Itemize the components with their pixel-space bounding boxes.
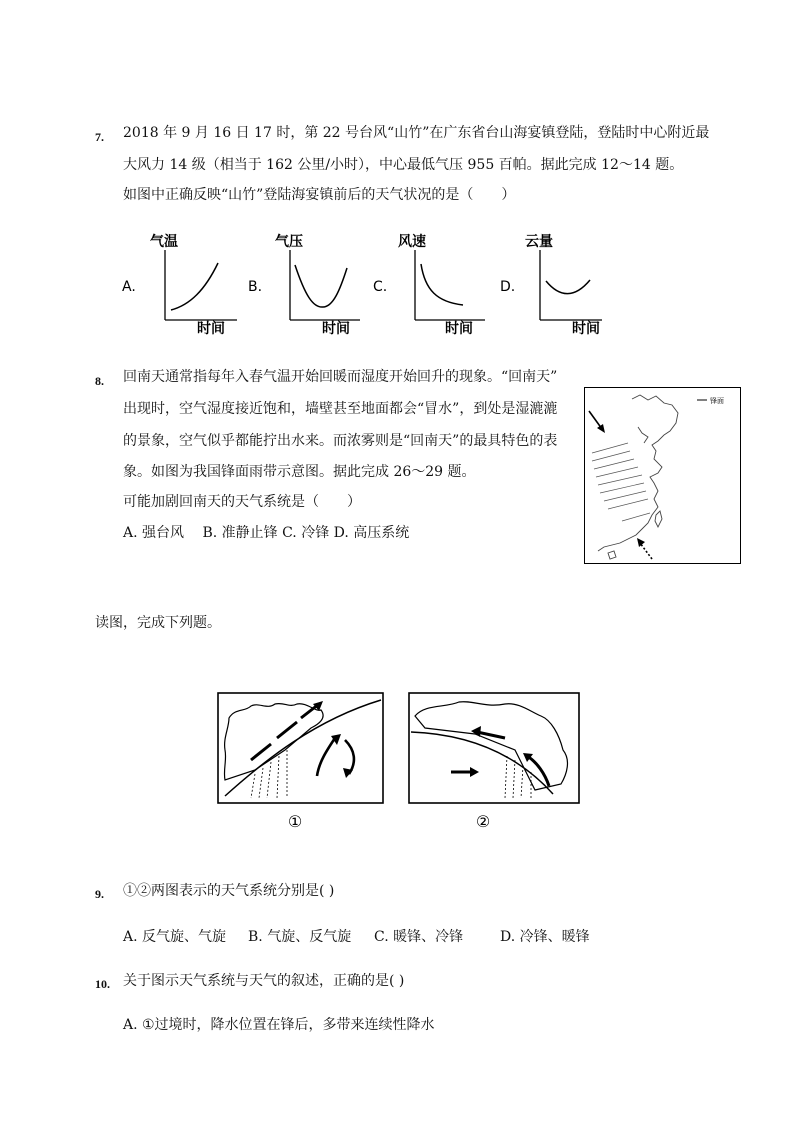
option-d-ylabel: 云量 <box>525 234 553 250</box>
question-number-8: 8. <box>95 374 104 388</box>
option-c-letter: C. <box>373 279 388 295</box>
option-a-curve <box>171 263 218 310</box>
q8-text-line2: 出现时，空气湿度接近饱和，墙壁甚至地面都会“冒水”，到处是湿漉漉 <box>123 401 558 417</box>
q10-question: 关于图示天气系统与天气的叙述，正确的是( ) <box>123 973 405 989</box>
figure-intro: 读图，完成下列题。 <box>95 615 221 631</box>
option-b-xlabel: 时间 <box>322 321 350 337</box>
q9-option-d: D. 冷锋、暖锋 <box>500 929 590 945</box>
option-d-letter: D. <box>500 279 516 295</box>
map-legend-label: 锋面 <box>710 397 724 405</box>
china-front-map <box>584 387 741 564</box>
q10-option-a: A. ①过境时，降水位置在锋后，多带来连续性降水 <box>123 1017 435 1033</box>
option-b-axes <box>290 250 360 320</box>
option-a-xlabel: 时间 <box>197 321 225 337</box>
option-c-curve <box>421 264 463 305</box>
option-c-ylabel: 风速 <box>398 234 426 250</box>
option-c-xlabel: 时间 <box>445 321 473 337</box>
option-b-ylabel: 气压 <box>275 234 303 250</box>
front-diagrams <box>215 690 585 830</box>
q7-text-line2: 大风力 14 级（相当于 162 公里/小时），中心最低气压 955 百帕。据此完成 12～14 题。 <box>123 157 684 173</box>
q9-option-c: C. 暖锋、冷锋 <box>374 929 464 945</box>
question-number-9: 9. <box>95 887 104 901</box>
q9-option-b: B. 气旋、反气旋 <box>248 929 352 945</box>
option-a-axes <box>165 250 237 320</box>
q8-question: 可能加剧回南天的天气系统是（ ） <box>123 494 361 510</box>
diagram-2-label: ② <box>475 812 491 830</box>
q7-question: 如图中正确反映“山竹”登陆海宴镇前后的天气状况的是（ ） <box>123 187 516 203</box>
q8-text-line1: 回南天通常指每年入春气温开始回暖而湿度开始回升的现象。“回南天” <box>123 369 558 385</box>
option-c-axes <box>415 250 485 320</box>
option-b-letter: B. <box>248 279 263 295</box>
diagram-2-warm-front <box>409 693 579 803</box>
option-d-xlabel: 时间 <box>572 321 600 337</box>
q9-question: ①②两图表示的天气系统分别是( ) <box>123 883 335 899</box>
q9-option-a: A. 反气旋、气旋 <box>123 929 227 945</box>
question-number-7: 7. <box>95 130 104 144</box>
q7-options-graphs <box>115 230 615 340</box>
question-number-10: 10. <box>95 977 110 991</box>
q8-text-line3: 的景象，空气似乎都能拧出水来。而浓雾则是“回南天”的最具特色的表 <box>123 433 558 449</box>
option-a-ylabel: 气温 <box>150 234 178 250</box>
option-a-letter: A. <box>122 279 136 295</box>
option-d-curve <box>546 280 590 294</box>
diagram-1-cold-front <box>218 693 383 803</box>
q8-text-line4: 象。如图为我国锋面雨带示意图。据此完成 26～29 题。 <box>123 464 476 480</box>
q8-options: A. 强台风 B. 准静止锋 C. 冷锋 D. 高压系统 <box>123 525 410 541</box>
option-b-curve <box>295 265 347 307</box>
q7-text-line1: 2018 年 9 月 16 日 17 时，第 22 号台风“山竹”在广东省台山海宴镇登陆，登陆时中心附近最 <box>123 125 710 141</box>
diagram-1-label: ① <box>287 812 303 830</box>
